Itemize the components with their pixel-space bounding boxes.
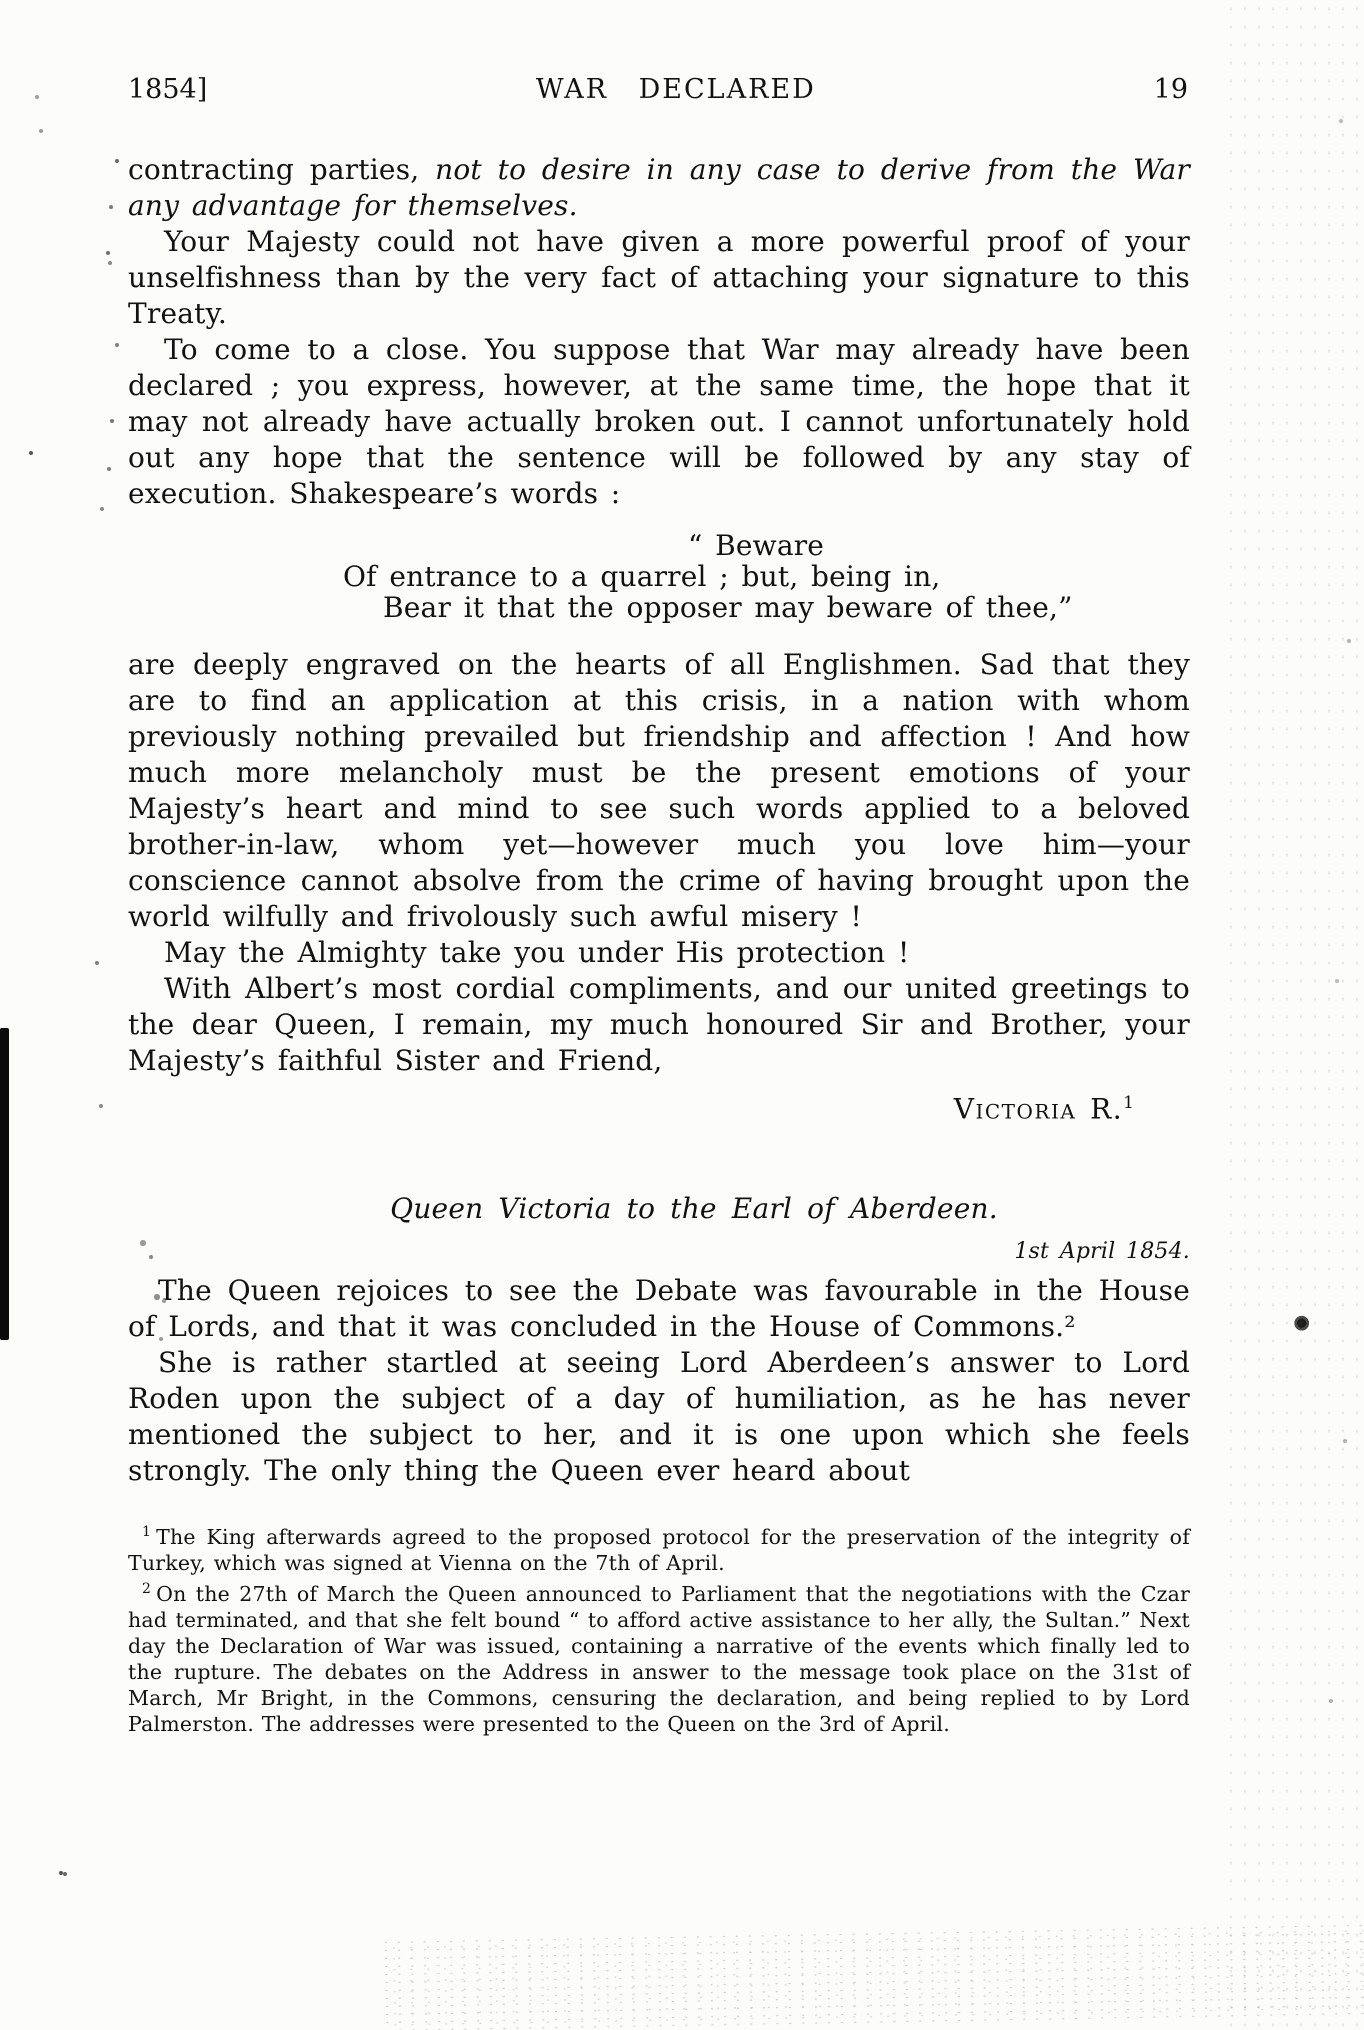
paragraph-text: contracting parties, [128, 153, 436, 186]
scan-artifact-specks [0, 0, 2, 2]
paragraph: May the Almighty take you under His protection ! [164, 936, 910, 969]
footnote-text: The King afterwards agreed to the proposed protocol for the preservation of the integrity of Turkey, which was signed at Vienna on the 7th of April. [128, 1525, 1190, 1576]
paragraph: The Queen rejoices to see the Debate was favourable in the House of Lords, and that it was concluded in the House of Commons.² [128, 1274, 1190, 1344]
letter-heading: Queen Victoria to the Earl of Aberdeen. [390, 1192, 998, 1226]
paragraph: To come to a close. You suppose that War may already have been declared ; you express, however, at the same time, the hope that it may not already have actually broken out. I cannot unfortunately hold out any hope that the sentence will be followed by any stay of execution. Shakespeare’s words : [128, 333, 1190, 510]
header-year: 1854] [128, 74, 208, 105]
letter-body [128, 152, 1190, 1737]
verse-line: Of entrance to a quarrel ; but, being in, [343, 560, 941, 593]
verse-line: Bear it that the opposer may beware of thee,” [383, 591, 1073, 624]
footnote [128, 1519, 1190, 1576]
footnote [128, 1576, 1190, 1737]
paragraph-italic-text: not to desire in any case to derive from the War any advantage for themselves. [128, 153, 1190, 222]
second-letter-body [128, 1273, 1190, 1489]
verse-quote [343, 530, 1190, 623]
running-title: WAR DECLARED [535, 74, 816, 105]
footnote-marker: 2 [142, 1581, 152, 1598]
scan-artifact-bar [0, 1028, 9, 1340]
page-header [128, 74, 1190, 112]
paragraph: With Albert’s most cordial compliments, and our united greetings to the dear Queen, I remain, my much honoured Sir and Brother, your Majesty’s faithful Sister and Friend, [128, 972, 1190, 1077]
letter-date: 1st April 1854. [1014, 1239, 1190, 1265]
footnote-reference: 1 [1123, 1093, 1134, 1113]
signature-name: Victoria R. [953, 1092, 1124, 1126]
letter-signature [128, 1085, 1190, 1127]
footnote-marker: 1 [142, 1524, 152, 1541]
verse-line: “ Beware [688, 529, 825, 562]
page-number: 19 [1153, 74, 1188, 105]
scan-artifact-noise-right [1224, 0, 1364, 2030]
paragraph-continuation [128, 152, 1190, 224]
footnote-text: On the 27th of March the Queen announced to Parliament that the negotiations with the Czar had terminated, and that she felt bound “ to afford active assistance to her ally, the Sultan.” Next day the Declaration of War was issued, containing a narrative of the events which finally led to the rupture. The debates on the Address in answer to the message took place on the 31st of March, Mr Bright, in the Commons, censuring the declaration, and being replied to by Lord Palmerston. The addresses were presented to the Queen on the 3rd of April. [128, 1581, 1190, 1736]
paragraph: Your Majesty could not have given a more powerful proof of your unselfishness than by the very fact of attaching your signature to this Treaty. [128, 225, 1190, 330]
paragraph: are deeply engraved on the hearts of all Englishmen. Sad that they are to find an application at this crisis, in a nation with whom previously nothing prevailed but friendship and affection ! And how much more melancholy must be the present emotions of your Majesty’s heart and mind to see such words applied to a beloved brother-in-law, whom yet—however much you love him—your conscience cannot absolve from the crime of having brought upon the world wilfully and frivolously such awful misery ! [128, 648, 1190, 933]
footnotes [128, 1519, 1190, 1737]
paragraph: She is rather startled at seeing Lord Aberdeen’s answer to Lord Roden upon the subject of a day of humiliation, as he has never mentioned the subject to her, and it is one upon which she feels strongly. The only thing the Queen ever heard about [128, 1346, 1190, 1488]
scan-artifact-noise-bottom [379, 1921, 1364, 2030]
